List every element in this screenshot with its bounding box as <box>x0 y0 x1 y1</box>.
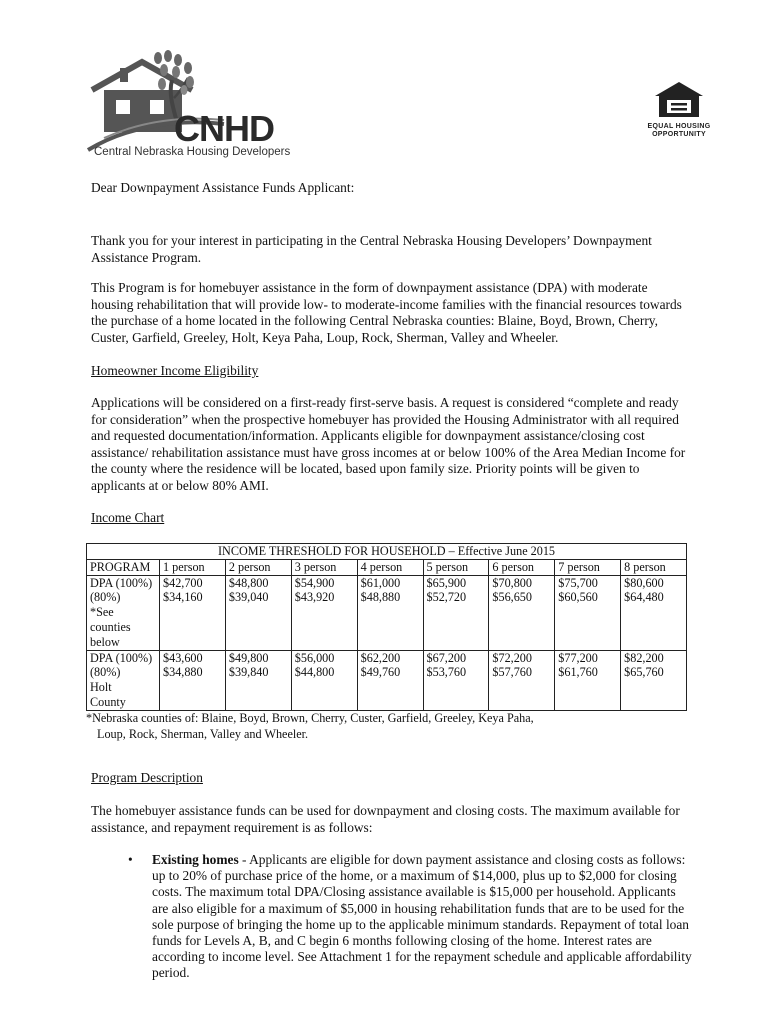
income-100: $61,000 <box>360 575 401 590</box>
income-80: $49,760 <box>360 665 401 680</box>
equal-housing-house-icon <box>653 80 705 118</box>
income-80: $39,040 <box>228 590 269 605</box>
program-line: Holt <box>90 680 112 695</box>
income-80: $65,760 <box>624 665 664 680</box>
income-cell <box>291 575 357 650</box>
income-100: $80,600 <box>624 575 664 590</box>
income-80: $60,560 <box>558 590 598 605</box>
income-80: $48,880 <box>360 590 401 605</box>
header-cell: 2 person <box>225 559 291 575</box>
income-100: $75,700 <box>558 575 598 590</box>
income-100: $43,600 <box>163 650 203 665</box>
table-row <box>87 575 687 650</box>
income-cell <box>160 575 226 650</box>
income-100: $54,900 <box>294 575 335 590</box>
description-paragraph: The homebuyer assistance funds can be used for downpayment and closing costs. The maximum available for assistance, and repayment requirement is as follows: <box>91 803 680 835</box>
income-100: $82,200 <box>624 650 664 665</box>
footnote-line-2: Loup, Rock, Sherman, Valley and Wheeler. <box>97 726 309 741</box>
program-cell <box>87 575 160 650</box>
income-100: $77,200 <box>558 650 598 665</box>
table-row <box>87 650 687 710</box>
header-cell: 3 person <box>291 559 357 575</box>
income-100: $49,800 <box>228 650 269 665</box>
program-line: *See <box>90 605 114 620</box>
bullet-icon: • <box>128 852 133 867</box>
eligibility-heading: Homeowner Income Eligibility <box>91 363 259 378</box>
income-80: $53,760 <box>426 665 467 680</box>
income-chart-heading: Income Chart <box>91 510 165 525</box>
income-80: $56,650 <box>492 590 532 605</box>
program-cell <box>87 650 160 710</box>
income-100: $70,800 <box>492 575 532 590</box>
income-80: $64,480 <box>624 590 664 605</box>
program-line: below <box>90 634 120 649</box>
income-100: $42,700 <box>163 575 203 590</box>
income-100: $56,000 <box>294 650 335 665</box>
table-header-row <box>87 559 687 575</box>
header-cell: 1 person <box>160 559 226 575</box>
salutation: Dear Downpayment Assistance Funds Applicant: <box>91 180 355 195</box>
program-line: DPA (100%) <box>90 650 153 665</box>
income-cell <box>489 575 555 650</box>
income-80: $61,760 <box>558 665 598 680</box>
income-cell <box>423 575 489 650</box>
income-80: $34,880 <box>163 665 203 680</box>
income-cell <box>357 650 423 710</box>
income-cell <box>489 650 555 710</box>
logo-initials: CNHD <box>174 108 274 149</box>
footnote-line-1: *Nebraska counties of: Blaine, Boyd, Brown, Cherry, Custer, Garfield, Greeley, Keya Paha, <box>86 711 534 725</box>
income-cell <box>291 650 357 710</box>
income-cell <box>423 650 489 710</box>
header-cell: 5 person <box>423 559 489 575</box>
header-cell: 6 person <box>489 559 555 575</box>
program-paragraph: This Program is for homebuyer assistance in the form of downpayment assistance (DPA) with moderate housing rehabilitation that will provide low- to moderate-income families with the financial resources towards the purchase of a home located in the following Central Nebraska counties: Blaine, Boyd, Brown, Cherry, Custer, Garfield, Greeley, Holt, Keya Paha, Loup, Rock, Sherman, Valley and Wheeler. <box>91 280 682 345</box>
income-100: $48,800 <box>228 575 269 590</box>
program-line: counties <box>90 619 131 634</box>
income-cell <box>555 650 621 710</box>
program-line: DPA (100%) <box>90 575 153 590</box>
header-cell: 4 person <box>357 559 423 575</box>
table-footnote <box>86 711 534 742</box>
program-line: (80%) <box>90 665 121 680</box>
income-100: $65,900 <box>426 575 467 590</box>
income-cell <box>555 575 621 650</box>
income-threshold-table <box>86 543 687 711</box>
income-100: $72,200 <box>492 650 532 665</box>
program-description-heading: Program Description <box>91 770 203 785</box>
income-cell <box>225 650 291 710</box>
header-cell: 7 person <box>555 559 621 575</box>
intro-paragraph: Thank you for your interest in participating in the Central Nebraska Housing Developers’ Downpayment Assistance Program. <box>91 233 652 265</box>
income-cell <box>225 575 291 650</box>
table-caption: INCOME THRESHOLD FOR HOUSEHOLD – Effective June 2015 <box>87 544 687 560</box>
bullet-text: - Applicants are eligible for down payment assistance and closing costs as follows: up to 20% of purchase price of the home, or a maximum of $14,000, plus up to $2,000 for closing costs. The maximum total DPA/Closing assistance available is $15,000 per household. Applicants are also eligible for a maximum of $5,000 in housing rehabilitation funds that are to be used for the sole purpose of bringing the home up to the applicable minimum standards. Repayment of total loan funds for Levels A, B, and C begin 6 months following closing of the home. Interest rates are according to income level. See Attachment 1 for the repayment schedule and applicable affordability period. <box>152 852 692 981</box>
income-80: $52,720 <box>426 590 467 605</box>
logo-organization-name: Central Nebraska Housing Developers <box>94 146 291 158</box>
income-80: $57,760 <box>492 665 532 680</box>
existing-homes-item <box>152 852 692 982</box>
income-cell <box>621 650 687 710</box>
income-100: $67,200 <box>426 650 467 665</box>
equal-housing-opportunity-logo <box>646 80 712 142</box>
income-cell <box>621 575 687 650</box>
income-80: $39,840 <box>228 665 269 680</box>
table-caption-row <box>87 544 687 560</box>
header-cell: PROGRAM <box>87 559 160 575</box>
income-80: $44,800 <box>294 665 335 680</box>
eligibility-paragraph: Applications will be considered on a first-ready first-serve basis. A request is considered “complete and ready for consideration” when the prospective homebuyer has provided the Housing Administrator with all required and requested documentation/information. Applicants eligible for downpayment assistance/closing cost assistance/ rehabilitation assistance must have gross incomes at or below 100% of the Area Median Income for the county where the residence will be located, based upon family size. Priority points will be given to applicants at or below 80% AMI. <box>91 395 686 493</box>
income-cell <box>160 650 226 710</box>
income-cell <box>357 575 423 650</box>
program-line: County <box>90 694 126 709</box>
income-100: $62,200 <box>360 650 401 665</box>
eho-line-2: OPPORTUNITY <box>652 131 706 138</box>
income-80: $34,160 <box>163 590 203 605</box>
cnhd-logo <box>84 50 314 165</box>
program-line: (80%) <box>90 590 121 605</box>
header-cell: 8 person <box>621 559 687 575</box>
eho-line-1: EQUAL HOUSING <box>647 123 711 130</box>
income-80: $43,920 <box>294 590 335 605</box>
bullet-title: Existing homes <box>152 852 239 867</box>
